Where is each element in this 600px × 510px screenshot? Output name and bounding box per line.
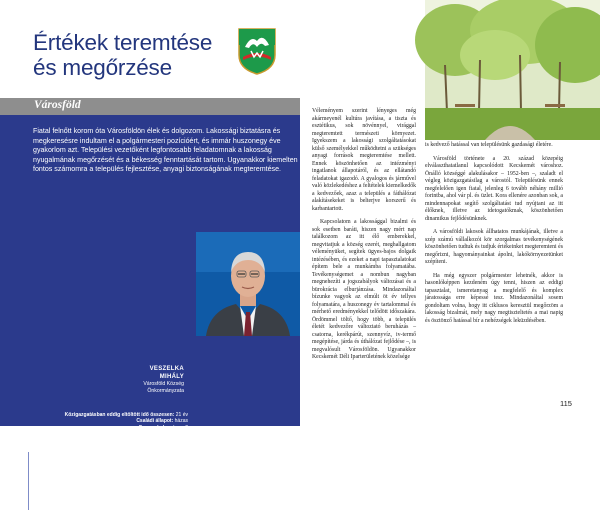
intro-text: Fiatal felnőtt korom óta Városföldön élek és dolgozom. Lakossági biztatásra és megkeresésre indultam el a polgármesteri pozícióért, és immár huszonegy éve gyakorlom azt. Települési vezetőként legfontosabb feladatomnak a lakosság nyugalmának megőrzését és a békesség fenntartását tartom. Ugyanakkor kiemelten fontos számomra a település fejlesztése, anyagi biztonságának megteremtése.: [33, 127, 298, 174]
stat-label: Közigazgatásban eddig eltöltött idő összesen:: [64, 412, 175, 418]
title-line-2: és megőrzése: [33, 55, 172, 80]
article-paragraph: Véleményem szerint lényeges még akármeyenél kultúra javítása, a tiszta és esztétikus, sok növénnyel, virággal megteremtett természeti környezet. Igyekszem a lakossági szolgáltatásokat külső személyekkel működtetni a szükséges anyagi források megteremtése mellett. Ennek köszönhetően az intézményi ingatlanok állapotáról, és az ellátandó feladatokat igazodó. A gyalogos és járművel való közlekedéshez a feltételek kiemelkedők a kedvezőek, azaz a település a fáthálózat alakításekeket is belterjve korszerű és karbantartott.: [312, 108, 416, 212]
coat-of-arms-icon: [237, 27, 277, 75]
mayor-stats: [30, 412, 188, 431]
article-paragraph: A városföldi lakosok állhatatos munkájának, illetve a szép számú vállalkozói kör szorgalmas tevékenységének köszönhetően tudtuk és tudjuk értékeinket megteremteni és megőrizni, hagyományainkat ápolni, lakókörnyezetünket szépíteni.: [425, 229, 563, 265]
right-column: [425, 142, 563, 331]
page-number: 115: [560, 399, 572, 408]
page-title: [33, 30, 212, 80]
article-paragraph: Ha még egyszer polgármester lehetnék, akkor is hasonlóképpen kezdeném úgy tenni, hiszen az eddigi tapasztalat, ismeretanyag a megfelelő és komplex járatossága erre képessé tesz. Mindazonáltal sosem gondoltam volna, hogy itt ciklusos keresztül megőrzöm a lakosság bizalmát, mely nagy megtiszteltetés a mai napig és ösztönző hatással bír a nehézségek leküzdésében.: [425, 272, 563, 324]
stat-label: Gyermekek száma:: [138, 424, 184, 431]
stat-row: [30, 425, 188, 431]
quote-divider: [28, 452, 29, 510]
quote-text: „A városföldi lakosok állhatatos munkájának, illetve a szép számú vállalkozói kör szorgalmas tevékenységének köszönhetően tudtuk és tudjuk értékeinket megteremteni és megőrizni, hagyományainkat ápolni, lakókörnyezetünket szépíteni.”: [36, 457, 295, 483]
park-photo: [425, 0, 600, 140]
middle-column: [312, 108, 416, 368]
title-line-1: Értékek teremtése: [33, 30, 213, 55]
stat-value: házas: [174, 418, 188, 425]
article-paragraph: is kedvező hatással van településünk gazdasági életére.: [425, 142, 553, 148]
header: [0, 0, 300, 100]
mayor-name: VESZELKA MIHÁLY: [149, 366, 184, 380]
mayor-org-line-2: Önkormányzata: [147, 388, 184, 394]
stat-label: Családi állapot:: [136, 418, 174, 425]
stat-value: 21 év: [175, 412, 188, 418]
mayor-org-line-1: Városföld Község: [143, 381, 184, 387]
section-bar: [0, 98, 300, 115]
article-paragraph: Városföld története a 20. század közepéig elválaszthatatlanul kapcsolódott Kecskemét városhoz. Önálló községgé alakulásakor – 1952-ben –, szaladt el végleg közigazgatásilag a várostól. Településünk ennek megfelelően igen fiatal, jelenleg 6 tovább néhány millió forintba, ahol vár pl. és üzlet. Kora ellenére azonban sok, a mindennapokat segítő szolgáltatást tud nyújtani az itt élőknek, illetve az idetogatókmak, köszönhetően dinamikus fejlődésünknek.: [425, 155, 563, 222]
mayor-portrait: [196, 232, 300, 336]
mayor-info: [124, 365, 184, 395]
stat-value: 2: [185, 424, 188, 431]
article-paragraph: Kapcsolatom a lakossággal bizalmi és sok esetben baráti, hiszen nagy mért nap találkozom az itt élő emberekkel, megvitatjuk a község ezerét, meghallgatom véleményüket, segítek ügyes-bajos dolgaik intézésében, és ezeket a napi tapasztalatokat építem bele a munkámba folyamatába. Tevékenységemet a nombun nagyban megnehezíti a jogszabályok változásai és a bürokrácia elburjánzása. Mindazonáltal bízunke vagyok az elmúlt öt év tellyes folyamatára, a huszonegy év tartalommal és mérhető eredményekkel telődött időszakára. Ördömmel töltő, hogy több, a település életét kedvezőre változtató beruházás – csatorna, kerékpárút, szennyvíz, iv-termő megépítése, járda és úthálózat fejlődése –, is megvalósult Városföldön. Ugyanakkor Kecskemét Déli Iparterületének közelsége: [312, 219, 416, 360]
section-label: Városföld: [34, 99, 81, 111]
